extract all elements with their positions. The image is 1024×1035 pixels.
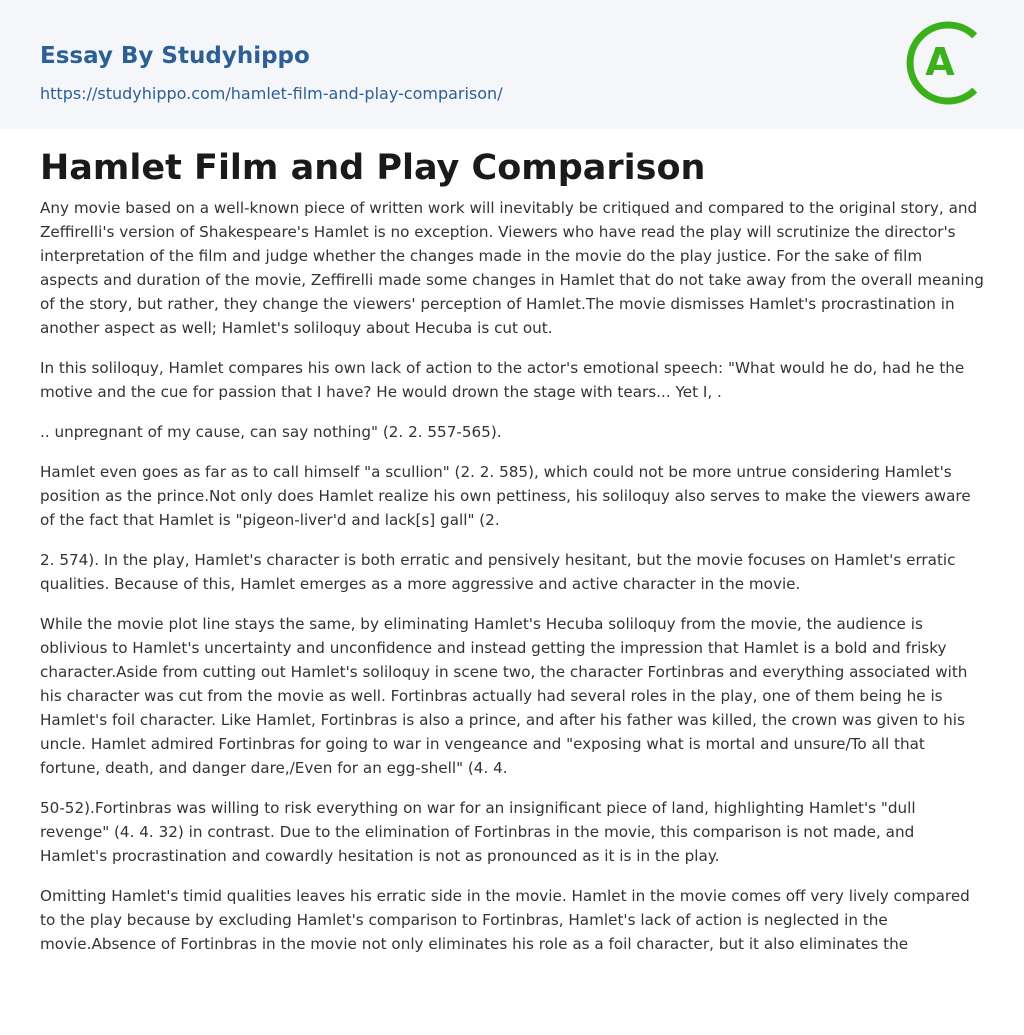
brand-title: Essay By Studyhippo [40, 43, 310, 69]
essay-paragraph: Omitting Hamlet's timid qualities leaves his erratic side in the movie. Hamlet in the movie comes off very lively compared to the play because by excluding Hamlet's comparison to Fortinbras, Hamlet's lack of action is neglected in the movie.Absence of Fortinbras in the movie not only eliminates his role as a foil character, but it also eliminates the [40, 887, 970, 953]
essay-paragraph: Any movie based on a well-known piece of written work will inevitably be critiqued and compared to the original story, and Zeffirelli's version of Shakespeare's Hamlet is no exception. Viewers who have read the play will scrutinize the director's interpretation of the film and judge whether the changes made in the movie do the play justice. For the sake of film aspects and duration of the movie, Zeffirelli made some changes in Hamlet that do not take away from the overall meaning of the story, but rather, they change the viewers' perception of Hamlet.The movie dismisses Hamlet's procrastination in another aspect as well; Hamlet's soliloquy about Hecuba is cut out. [40, 199, 984, 337]
source-url-link[interactable]: https://studyhippo.com/hamlet-film-and-play-comparison/ [40, 84, 503, 103]
studyhippo-logo-icon [900, 18, 990, 108]
site-header [0, 0, 1024, 129]
essay-paragraph: .. unpregnant of my cause, can say nothing" (2. 2. 557-565). [40, 423, 502, 441]
essay-paragraph: While the movie plot line stays the same, by eliminating Hamlet's Hecuba soliloquy from the movie, the audience is oblivious to Hamlet's uncertainty and unconfidence and instead getting the impression that Hamlet is a bold and frisky character.Aside from cutting out Hamlet's soliloquy in scene two, the character Fortinbras and everything associated with his character was cut from the movie as well. Fortinbras actually had several roles in the play, one of them being he is Hamlet's foil character. Like Hamlet, Fortinbras is also a prince, and after his father was killed, the crown was given to his uncle. Hamlet admired Fortinbras for going to war in vengeance and "exposing what is mortal and unsure/To all that fortune, death, and danger dare,/Even for an egg-shell" (4. 4. [40, 615, 968, 777]
essay-content [40, 146, 984, 972]
essay-paragraph: Hamlet even goes as far as to call himself "a scullion" (2. 2. 585), which could not be more untrue considering Hamlet's position as the prince.Not only does Hamlet realize his own pettiness, his soliloquy also serves to make the viewers aware of the fact that Hamlet is "pigeon-liver'd and lack[s] gall" (2. [40, 463, 971, 529]
essay-paragraph: In this soliloquy, Hamlet compares his own lack of action to the actor's emotional speech: "What would he do, had he the motive and the cue for passion that I have? He would drown the stage with tears... Yet I, . [40, 359, 965, 401]
essay-title: Hamlet Film and Play Comparison [40, 148, 706, 188]
essay-paragraph: 2. 574). In the play, Hamlet's character is both erratic and pensively hesitant, but the movie focuses on Hamlet's erratic qualities. Because of this, Hamlet emerges as a more aggressive and active character in the movie. [40, 551, 956, 593]
essay-paragraph: 50-52).Fortinbras was willing to risk everything on war for an insignificant piece of land, highlighting Hamlet's "dull revenge" (4. 4. 32) in contrast. Due to the elimination of Fortinbras in the movie, this comparison is not made, and Hamlet's procrastination and cowardly hesitation is not as pronounced as it is in the play. [40, 799, 916, 865]
logo-letter: A [925, 40, 955, 84]
